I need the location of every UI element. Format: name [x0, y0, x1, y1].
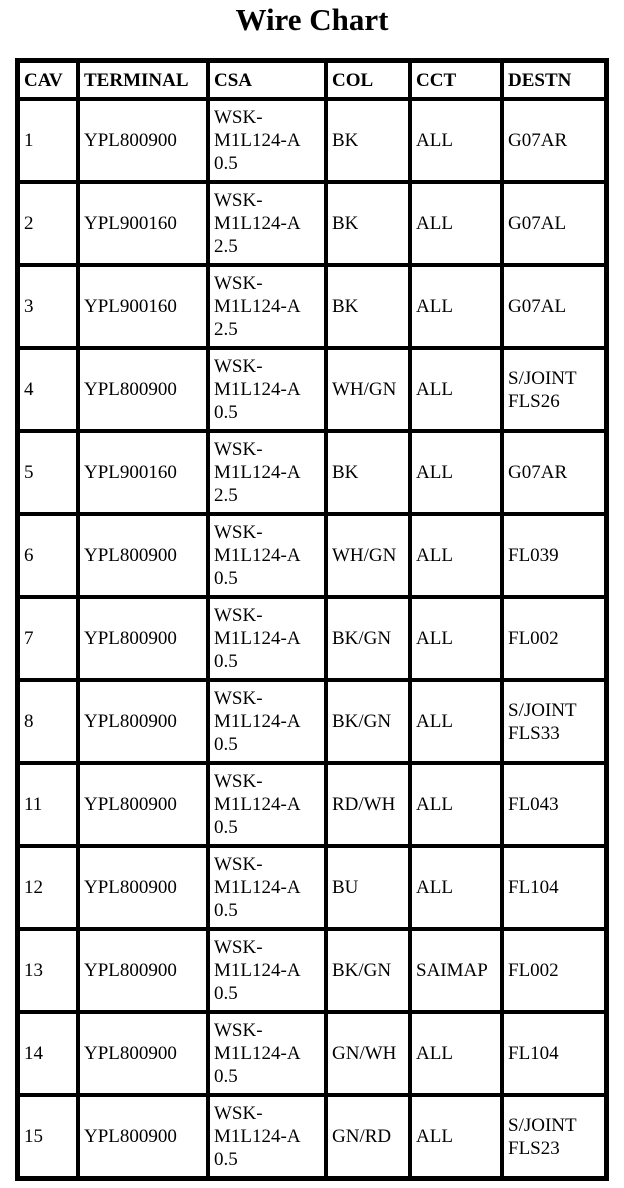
csa-line-1: WSK-: [214, 854, 263, 875]
csa-line-3: 0.5: [214, 1149, 238, 1170]
csa-line-3: 2.5: [214, 236, 238, 257]
csa-line-3: 0.5: [214, 568, 238, 589]
cav-cell: 4: [18, 348, 78, 431]
destn-cell: [502, 763, 606, 846]
destn-cell: [502, 929, 606, 1012]
col-cell: BK: [326, 431, 410, 514]
header-terminal: TERMINAL: [78, 61, 208, 99]
terminal-cell: YPL800900: [78, 1095, 208, 1178]
destn-line-1: FL043: [508, 794, 559, 815]
csa-cell: [208, 763, 326, 846]
csa-line-3: 0.5: [214, 651, 238, 672]
table-row: [18, 514, 606, 597]
cav-cell: 12: [18, 846, 78, 929]
csa-line-3: 0.5: [214, 153, 238, 174]
csa-line-3: 0.5: [214, 1066, 238, 1087]
destn-cell: [502, 1012, 606, 1095]
csa-line-2: M1L124-A: [214, 628, 301, 649]
csa-line-2: M1L124-A: [214, 462, 301, 483]
destn-line-1: G07AL: [508, 296, 567, 317]
cav-cell: 8: [18, 680, 78, 763]
csa-line-1: WSK-: [214, 1103, 263, 1124]
destn-line-1: FL002: [508, 628, 559, 649]
csa-line-3: 0.5: [214, 402, 238, 423]
destn-cell: [502, 597, 606, 680]
csa-line-2: M1L124-A: [214, 711, 301, 732]
cav-cell: 15: [18, 1095, 78, 1178]
csa-line-1: WSK-: [214, 190, 263, 211]
table-row: [18, 929, 606, 1012]
cct-cell: ALL: [410, 514, 502, 597]
col-cell: BK/GN: [326, 597, 410, 680]
destn-line-2: FLS23: [508, 1137, 560, 1159]
cct-cell: ALL: [410, 846, 502, 929]
cav-cell: 1: [18, 99, 78, 182]
destn-cell: [502, 514, 606, 597]
destn-cell: [502, 1095, 606, 1178]
csa-line-1: WSK-: [214, 688, 263, 709]
table-row: [18, 99, 606, 182]
cav-cell: 3: [18, 265, 78, 348]
table-row: [18, 763, 606, 846]
terminal-cell: YPL800900: [78, 99, 208, 182]
cct-cell: ALL: [410, 597, 502, 680]
csa-cell: [208, 514, 326, 597]
header-cav: CAV: [18, 61, 78, 99]
cct-cell: ALL: [410, 348, 502, 431]
header-csa: CSA: [208, 61, 326, 99]
cct-cell: ALL: [410, 1012, 502, 1095]
cav-cell: 13: [18, 929, 78, 1012]
csa-line-1: WSK-: [214, 937, 263, 958]
terminal-cell: YPL800900: [78, 348, 208, 431]
col-cell: BU: [326, 846, 410, 929]
destn-line-2: FLS26: [508, 390, 560, 412]
cct-cell: ALL: [410, 763, 502, 846]
page-title: Wire Chart: [235, 2, 389, 37]
destn-line-1: FL104: [508, 1043, 559, 1064]
destn-line-1: FL039: [508, 545, 559, 566]
cav-cell: 7: [18, 597, 78, 680]
csa-line-2: M1L124-A: [214, 296, 301, 317]
csa-line-3: 2.5: [214, 485, 238, 506]
csa-line-2: M1L124-A: [214, 213, 301, 234]
destn-cell: [502, 99, 606, 182]
destn-line-1: G07AR: [508, 462, 568, 483]
csa-cell: [208, 265, 326, 348]
cct-cell: ALL: [410, 99, 502, 182]
table-row: [18, 265, 606, 348]
table-row: [18, 1012, 606, 1095]
table-row: [18, 680, 606, 763]
csa-cell: [208, 680, 326, 763]
terminal-cell: YPL900160: [78, 431, 208, 514]
csa-cell: [208, 929, 326, 1012]
col-cell: BK/GN: [326, 680, 410, 763]
cct-cell: ALL: [410, 182, 502, 265]
csa-line-2: M1L124-A: [214, 379, 301, 400]
cct-cell: ALL: [410, 431, 502, 514]
csa-line-2: M1L124-A: [214, 1126, 301, 1147]
cav-cell: 11: [18, 763, 78, 846]
table-row: [18, 182, 606, 265]
col-cell: BK/GN: [326, 929, 410, 1012]
terminal-cell: YPL800900: [78, 929, 208, 1012]
destn-line-1: S/JOINT: [508, 1114, 577, 1136]
destn-line-1: S/JOINT: [508, 699, 577, 721]
csa-cell: [208, 431, 326, 514]
csa-cell: [208, 1095, 326, 1178]
cct-cell: ALL: [410, 680, 502, 763]
header-cct: CCT: [410, 61, 502, 99]
col-cell: WH/GN: [326, 348, 410, 431]
terminal-cell: YPL900160: [78, 182, 208, 265]
csa-line-2: M1L124-A: [214, 545, 301, 566]
csa-line-3: 0.5: [214, 734, 238, 755]
destn-line-1: FL104: [508, 877, 559, 898]
cav-cell: 5: [18, 431, 78, 514]
terminal-cell: YPL800900: [78, 763, 208, 846]
terminal-cell: YPL800900: [78, 846, 208, 929]
csa-cell: [208, 846, 326, 929]
csa-cell: [208, 1012, 326, 1095]
cct-cell: ALL: [410, 1095, 502, 1178]
csa-line-3: 0.5: [214, 983, 238, 1004]
col-cell: WH/GN: [326, 514, 410, 597]
csa-line-2: M1L124-A: [214, 877, 301, 898]
table-row: [18, 348, 606, 431]
csa-line-1: WSK-: [214, 107, 263, 128]
csa-line-1: WSK-: [214, 273, 263, 294]
col-cell: GN/WH: [326, 1012, 410, 1095]
csa-line-1: WSK-: [214, 439, 263, 460]
csa-cell: [208, 348, 326, 431]
col-cell: RD/WH: [326, 763, 410, 846]
table-header-row: [18, 61, 606, 99]
csa-line-3: 0.5: [214, 900, 238, 921]
csa-line-1: WSK-: [214, 771, 263, 792]
destn-line-1: G07AR: [508, 130, 568, 151]
csa-line-2: M1L124-A: [214, 960, 301, 981]
csa-line-1: WSK-: [214, 1020, 263, 1041]
terminal-cell: YPL800900: [78, 597, 208, 680]
csa-line-1: WSK-: [214, 605, 263, 626]
table-row: [18, 597, 606, 680]
csa-line-2: M1L124-A: [214, 794, 301, 815]
csa-line-1: WSK-: [214, 522, 263, 543]
csa-cell: [208, 182, 326, 265]
table-row: [18, 846, 606, 929]
header-destn: DESTN: [502, 61, 606, 99]
destn-line-1: G07AL: [508, 213, 567, 234]
col-cell: GN/RD: [326, 1095, 410, 1178]
destn-line-1: FL002: [508, 960, 559, 981]
csa-line-2: M1L124-A: [214, 130, 301, 151]
csa-line-3: 2.5: [214, 319, 238, 340]
destn-cell: [502, 431, 606, 514]
cav-cell: 2: [18, 182, 78, 265]
destn-cell: [502, 680, 606, 763]
csa-cell: [208, 597, 326, 680]
destn-cell: [502, 182, 606, 265]
cct-cell: ALL: [410, 265, 502, 348]
terminal-cell: YPL800900: [78, 680, 208, 763]
csa-line-1: WSK-: [214, 356, 263, 377]
wire-chart-table: [15, 58, 609, 1181]
destn-line-1: S/JOINT: [508, 367, 577, 389]
col-cell: BK: [326, 182, 410, 265]
destn-cell: [502, 348, 606, 431]
table-row: [18, 1095, 606, 1178]
cct-cell: SAIMAP: [410, 929, 502, 1012]
col-cell: BK: [326, 99, 410, 182]
terminal-cell: YPL800900: [78, 514, 208, 597]
terminal-cell: YPL800900: [78, 1012, 208, 1095]
csa-line-2: M1L124-A: [214, 1043, 301, 1064]
destn-cell: [502, 265, 606, 348]
csa-cell: [208, 99, 326, 182]
header-col: COL: [326, 61, 410, 99]
cav-cell: 6: [18, 514, 78, 597]
table-row: [18, 431, 606, 514]
csa-line-3: 0.5: [214, 817, 238, 838]
destn-cell: [502, 846, 606, 929]
cav-cell: 14: [18, 1012, 78, 1095]
destn-line-2: FLS33: [508, 722, 560, 744]
col-cell: BK: [326, 265, 410, 348]
terminal-cell: YPL900160: [78, 265, 208, 348]
